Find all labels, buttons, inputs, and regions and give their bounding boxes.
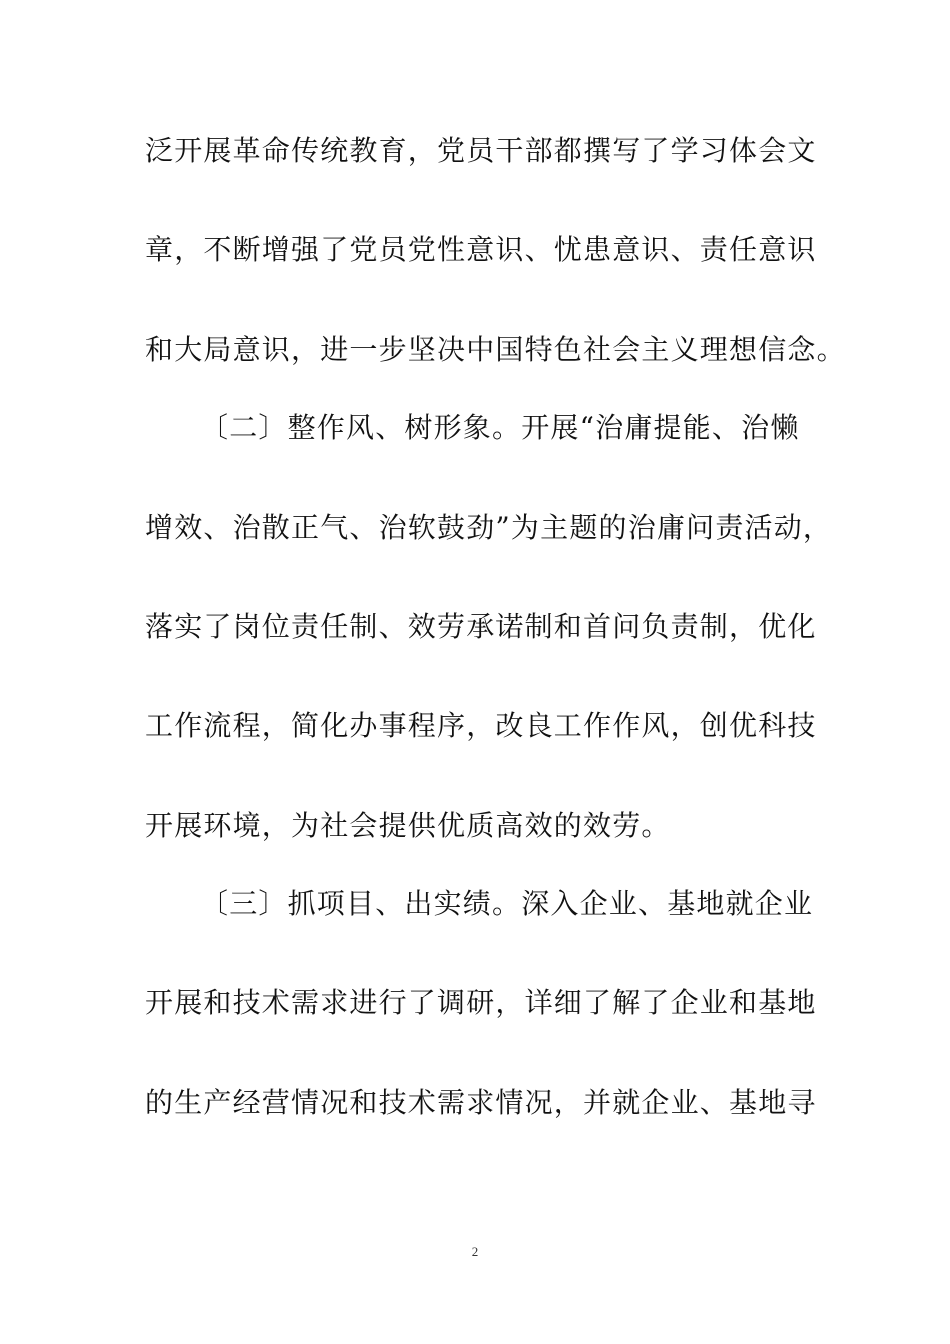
text-line: 落实了岗位责任制、效劳承诺制和首问负责制，优化 <box>145 610 817 643</box>
paragraph-heading-line: 〔三〕抓项目、出实绩。深入企业、基地就企业 <box>200 887 814 920</box>
text-line: 开展环境，为社会提供优质高效的效劳。 <box>145 809 671 842</box>
paragraph-heading-line: 〔二〕整作风、树形象。开展“治庸提能、治懒 <box>200 411 800 444</box>
page-number: 2 <box>471 1244 479 1259</box>
text-line: 增效、治散正气、治软鼓劲”为主题的治庸问责活动， <box>145 511 833 544</box>
text-line: 开展和技术需求进行了调研，详细了解了企业和基地 <box>145 986 817 1019</box>
text-line: 的生产经营情况和技术需求情况，并就企业、基地寻 <box>145 1086 817 1119</box>
text-line: 章，不断增强了党员党性意识、忧患意识、责任意识 <box>145 233 817 266</box>
text-line: 泛开展革命传统教育，党员干部都撰写了学习体会文 <box>145 134 817 167</box>
text-line: 和大局意识，进一步坚决中国特色社会主义理想信念。 <box>145 333 846 366</box>
text-line: 工作流程，简化办事程序，改良工作作风，创优科技 <box>145 709 817 742</box>
